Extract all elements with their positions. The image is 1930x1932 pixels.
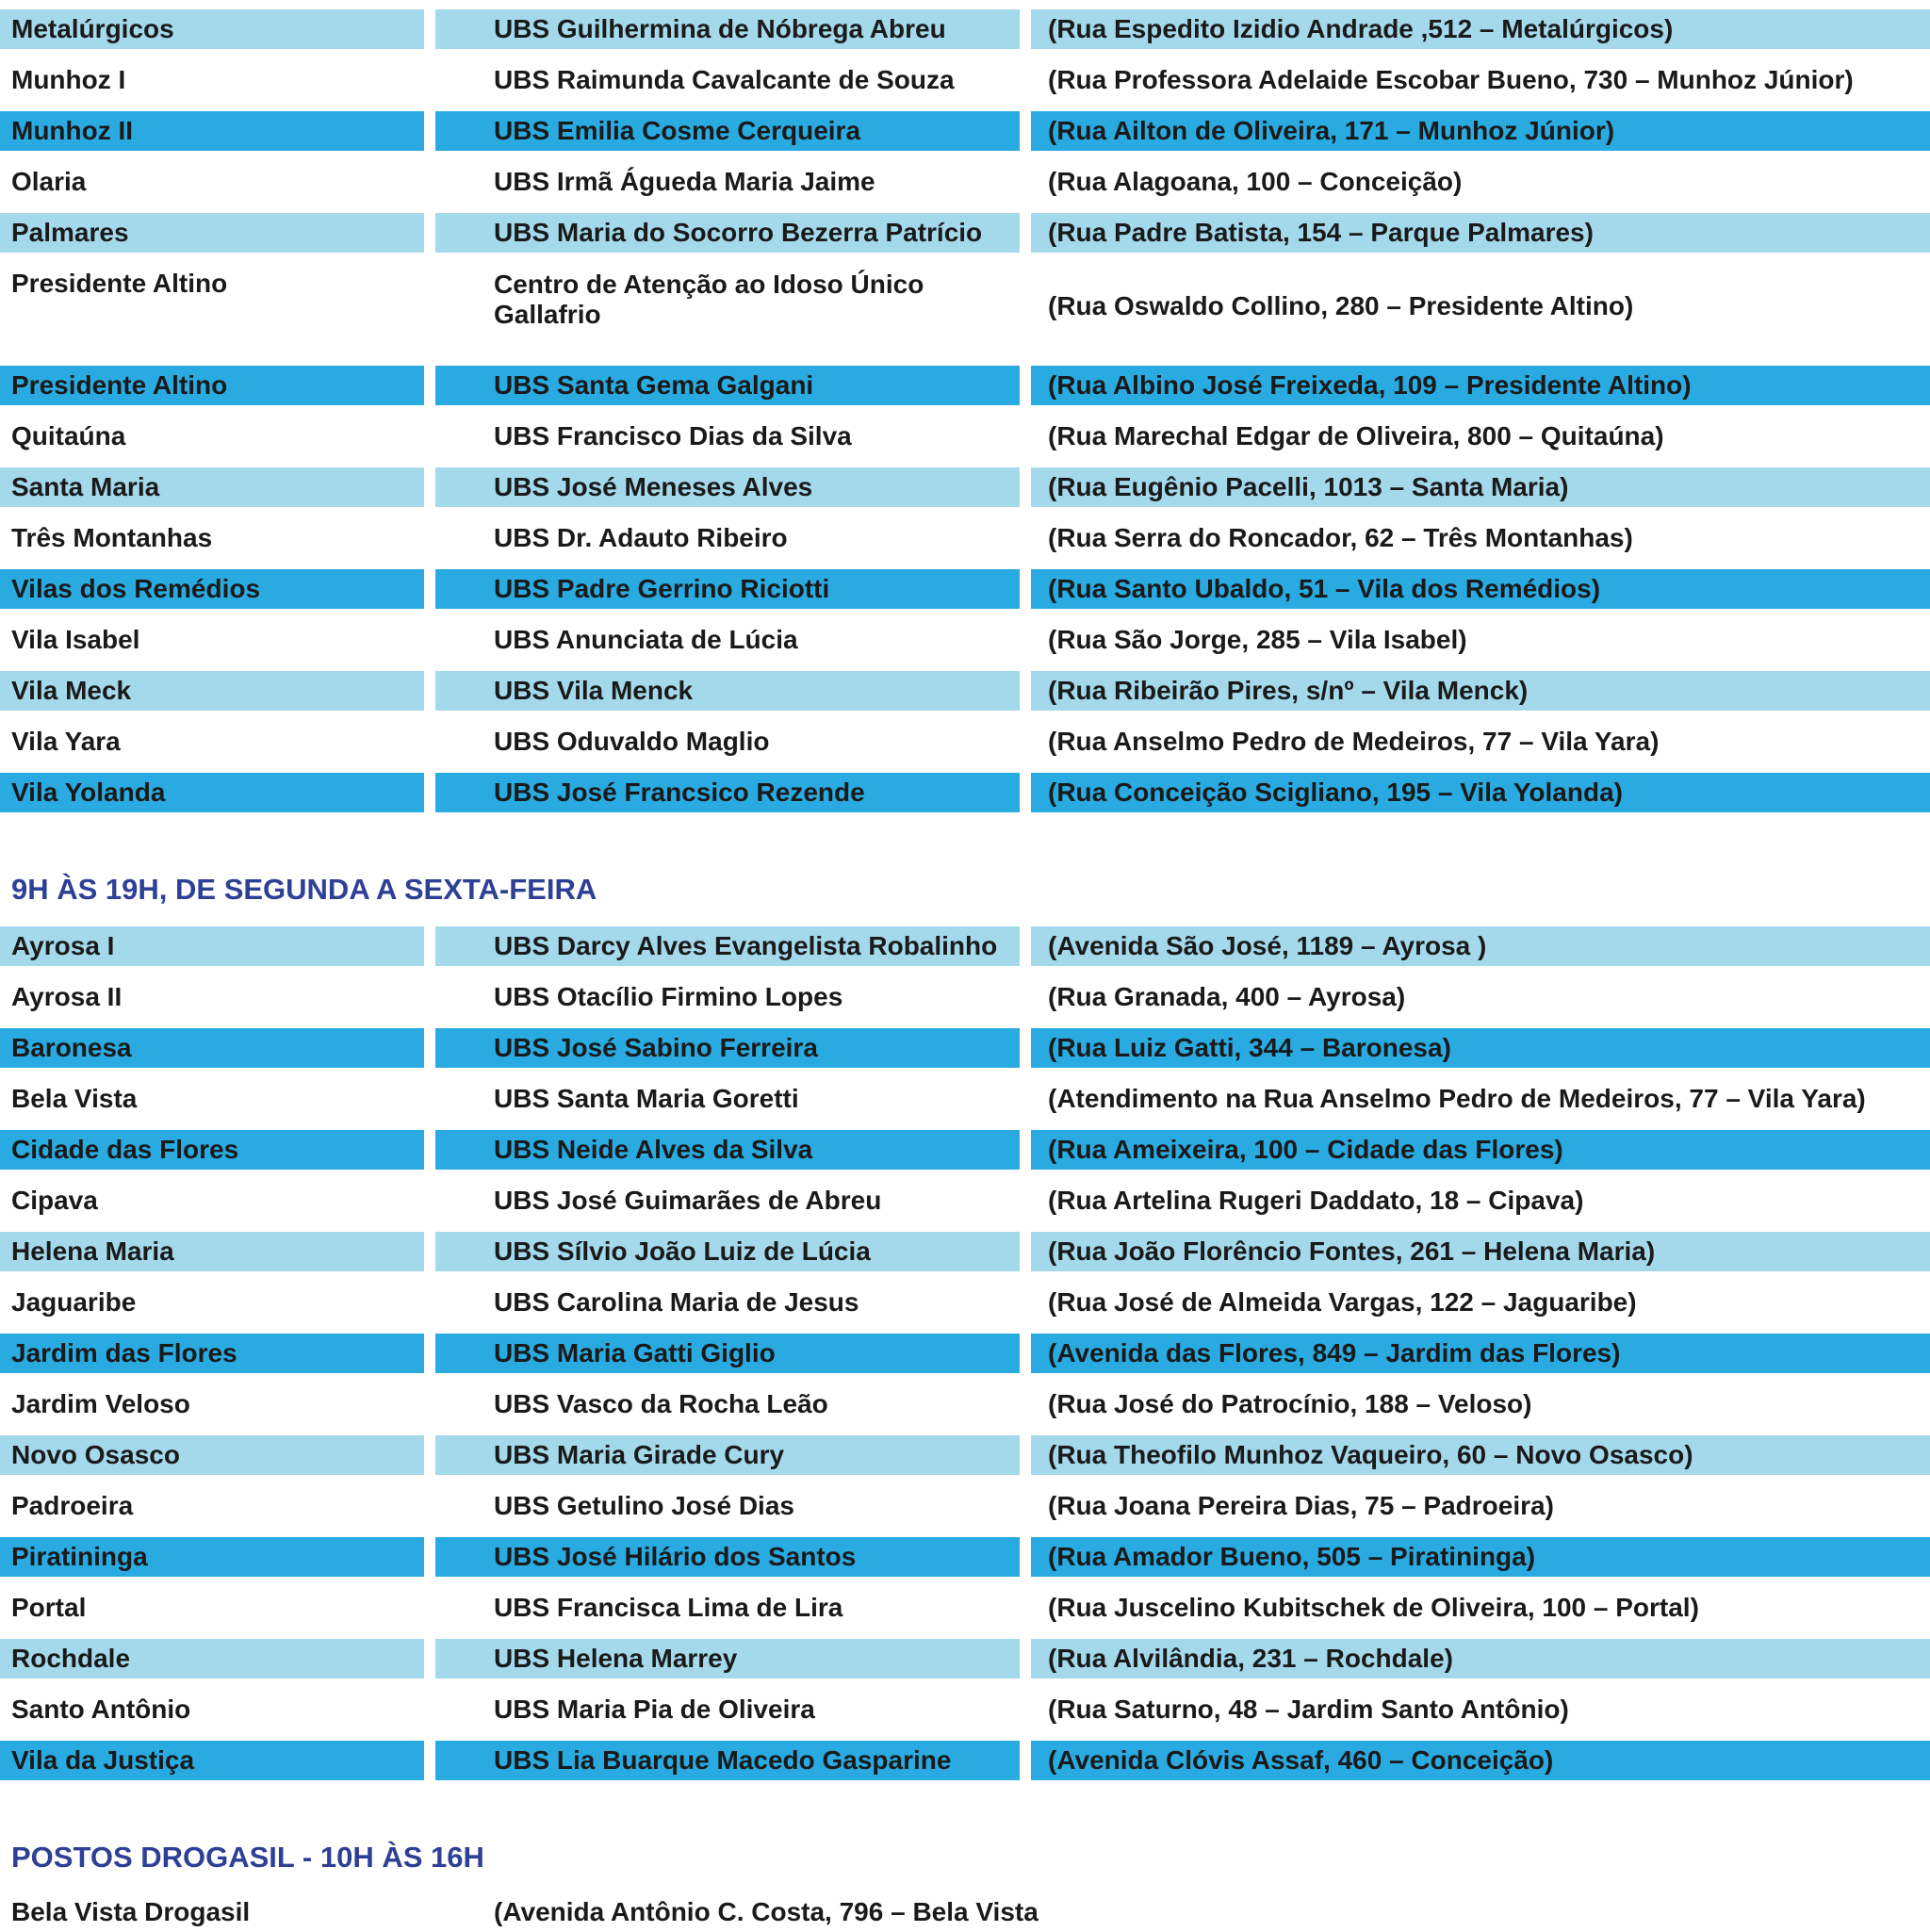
ubs-cell: UBS Neide Alves da Silva bbox=[435, 1130, 1020, 1170]
ubs-cell: UBS Dr. Adauto Ribeiro bbox=[494, 523, 788, 552]
endereco-cell: (Avenida São José, 1189 – Ayrosa ) bbox=[1031, 926, 1930, 966]
ubs-cell: UBS Oduvaldo Maglio bbox=[494, 727, 770, 756]
ubs-cell: UBS Francisca Lima de Lira bbox=[494, 1593, 843, 1622]
ubs-cell: UBS José Francsico Rezende bbox=[435, 773, 1020, 812]
ubs-cell: UBS José Meneses Alves bbox=[435, 467, 1020, 507]
endereco-cell: (Rua Alvilândia, 231 – Rochdale) bbox=[1031, 1639, 1930, 1678]
ubs-cell: Centro de Atenção ao Idoso Único Gallafrio bbox=[494, 270, 924, 329]
bairro-cell: Ayrosa I bbox=[0, 926, 424, 966]
bairro-cell: Jardim das Flores bbox=[0, 1334, 424, 1373]
bairro-cell: Jaguaribe bbox=[11, 1287, 137, 1317]
bairro-cell: Portal bbox=[11, 1593, 87, 1622]
ubs-cell: UBS José Sabino Ferreira bbox=[435, 1028, 1020, 1068]
bairro-cell: Vila Yara bbox=[11, 727, 121, 756]
endereco-cell: (Rua Marechal Edgar de Oliveira, 800 – Quitaúna) bbox=[1048, 421, 1664, 450]
ubs-cell: UBS José Guimarães de Abreu bbox=[494, 1186, 882, 1215]
bairro-cell: Vila Meck bbox=[0, 671, 424, 711]
ubs-cell: UBS Guilhermina de Nóbrega Abreu bbox=[435, 9, 1020, 49]
ubs-cell: UBS Carolina Maria de Jesus bbox=[494, 1287, 859, 1317]
bairro-cell: Munhoz II bbox=[0, 111, 424, 151]
ubs-cell: UBS Vila Menck bbox=[435, 671, 1020, 711]
bairro-cell: Olaria bbox=[11, 167, 87, 196]
bairro-cell: Presidente Altino bbox=[0, 366, 424, 405]
ubs-cell: UBS Maria Girade Cury bbox=[435, 1435, 1020, 1475]
endereco-cell: (Rua Anselmo Pedro de Medeiros, 77 – Vila Yara) bbox=[1048, 727, 1660, 756]
ubs-cell: UBS Otacílio Firmino Lopes bbox=[494, 982, 843, 1011]
endereco-cell: (Rua Amador Bueno, 505 – Piratininga) bbox=[1031, 1537, 1930, 1577]
ubs-cell: UBS Santa Maria Goretti bbox=[494, 1084, 799, 1113]
bairro-cell: Três Montanhas bbox=[11, 523, 213, 552]
endereco-cell: (Rua Theofilo Munhoz Vaqueiro, 60 – Novo Osasco) bbox=[1031, 1435, 1930, 1475]
endereco-cell: (Rua José de Almeida Vargas, 122 – Jaguaribe) bbox=[1048, 1287, 1637, 1317]
ubs-cell: UBS Getulino José Dias bbox=[494, 1491, 794, 1520]
ubs-cell: UBS Anunciata de Lúcia bbox=[494, 625, 798, 654]
bairro-cell: Presidente Altino bbox=[11, 269, 228, 298]
bairro-cell: Ayrosa II bbox=[11, 982, 123, 1011]
endereco-cell: (Rua Ailton de Oliveira, 171 – Munhoz Júnior) bbox=[1031, 111, 1930, 151]
section-heading-weekday-hours: 9H ÀS 19H, DE SEGUNDA A SEXTA-FEIRA bbox=[11, 873, 597, 906]
bairro-cell: Bela Vista bbox=[11, 1084, 138, 1113]
posto-name-cell: Bela Vista Drogasil bbox=[11, 1897, 251, 1926]
endereco-cell: (Rua Albino José Freixeda, 109 – Presidente Altino) bbox=[1031, 366, 1930, 405]
endereco-cell: (Avenida Antônio C. Costa, 796 – Bela Vista bbox=[494, 1897, 1039, 1926]
endereco-cell: (Avenida das Flores, 849 – Jardim das Flores) bbox=[1031, 1334, 1930, 1373]
endereco-cell: (Rua Santo Ubaldo, 51 – Vila dos Remédios) bbox=[1031, 569, 1930, 609]
endereco-cell: (Rua Oswaldo Collino, 280 – Presidente Altino) bbox=[1048, 291, 1634, 320]
ubs-cell: UBS Maria Gatti Giglio bbox=[435, 1334, 1020, 1373]
ubs-cell: UBS Lia Buarque Macedo Gasparine bbox=[435, 1741, 1020, 1780]
bairro-cell: Padroeira bbox=[11, 1491, 134, 1520]
bairro-cell: Rochdale bbox=[0, 1639, 424, 1678]
ubs-cell: UBS Vasco da Rocha Leão bbox=[494, 1389, 828, 1418]
ubs-cell: UBS Maria Pia de Oliveira bbox=[494, 1695, 815, 1724]
ubs-cell: UBS José Hilário dos Santos bbox=[435, 1537, 1020, 1577]
ubs-cell: UBS Helena Marrey bbox=[435, 1639, 1020, 1678]
bairro-cell: Santa Maria bbox=[0, 467, 424, 507]
endereco-cell: (Rua Luiz Gatti, 344 – Baronesa) bbox=[1031, 1028, 1930, 1068]
endereco-cell: (Rua Ameixeira, 100 – Cidade das Flores) bbox=[1031, 1130, 1930, 1170]
bairro-cell: Piratininga bbox=[0, 1537, 424, 1577]
ubs-cell: UBS Emilia Cosme Cerqueira bbox=[435, 111, 1020, 151]
endereco-cell: (Avenida Clóvis Assaf, 460 – Conceição) bbox=[1031, 1741, 1930, 1780]
endereco-cell: (Rua Alagoana, 100 – Conceição) bbox=[1048, 167, 1463, 196]
endereco-cell: (Rua Conceição Scigliano, 195 – Vila Yolanda) bbox=[1031, 773, 1930, 812]
bairro-cell: Baronesa bbox=[0, 1028, 424, 1068]
bairro-cell: Novo Osasco bbox=[0, 1435, 424, 1475]
ubs-cell: UBS Santa Gema Galgani bbox=[435, 366, 1020, 405]
bairro-cell: Santo Antônio bbox=[11, 1695, 191, 1724]
ubs-cell: UBS Francisco Dias da Silva bbox=[494, 421, 852, 450]
endereco-cell: (Rua João Florêncio Fontes, 261 – Helena Maria) bbox=[1031, 1232, 1930, 1271]
endereco-cell: (Rua Saturno, 48 – Jardim Santo Antônio) bbox=[1048, 1695, 1569, 1724]
bairro-cell: Cipava bbox=[11, 1186, 98, 1215]
endereco-cell: (Rua Professora Adelaide Escobar Bueno, 730 – Munhoz Júnior) bbox=[1048, 65, 1854, 94]
ubs-cell: UBS Irmã Águeda Maria Jaime bbox=[494, 167, 875, 196]
ubs-cell: UBS Darcy Alves Evangelista Robalinho bbox=[435, 926, 1020, 966]
bairro-cell: Vila da Justiça bbox=[0, 1741, 424, 1780]
bairro-cell: Quitaúna bbox=[11, 421, 126, 450]
ubs-cell: UBS Maria do Socorro Bezerra Patrício bbox=[435, 213, 1020, 253]
bairro-cell: Metalúrgicos bbox=[0, 9, 424, 49]
bairro-cell: Vila Yolanda bbox=[0, 773, 424, 812]
endereco-cell: (Rua Eugênio Pacelli, 1013 – Santa Maria) bbox=[1031, 467, 1930, 507]
bairro-cell: Helena Maria bbox=[0, 1232, 424, 1271]
endereco-cell: (Rua Serra do Roncador, 62 – Três Montanhas) bbox=[1048, 523, 1633, 552]
ubs-cell: UBS Sílvio João Luiz de Lúcia bbox=[435, 1232, 1020, 1271]
ubs-cell: UBS Raimunda Cavalcante de Souza bbox=[494, 65, 955, 94]
bairro-cell: Vilas dos Remédios bbox=[0, 569, 424, 609]
ubs-cell: UBS Padre Gerrino Riciotti bbox=[435, 569, 1020, 609]
endereco-cell: (Atendimento na Rua Anselmo Pedro de Medeiros, 77 – Vila Yara) bbox=[1048, 1084, 1866, 1113]
endereco-cell: (Rua Ribeirão Pires, s/nº – Vila Menck) bbox=[1031, 671, 1930, 711]
endereco-cell: (Rua Espedito Izidio Andrade ,512 – Metalúrgicos) bbox=[1031, 9, 1930, 49]
section-heading-drogasil: POSTOS DROGASIL - 10H ÀS 16H bbox=[11, 1841, 484, 1874]
endereco-cell: (Rua Artelina Rugeri Daddato, 18 – Cipava) bbox=[1048, 1186, 1584, 1215]
endereco-cell: (Rua Padre Batista, 154 – Parque Palmares) bbox=[1031, 213, 1930, 253]
bairro-cell: Palmares bbox=[0, 213, 424, 253]
endereco-cell: (Rua São Jorge, 285 – Vila Isabel) bbox=[1048, 625, 1467, 654]
bairro-cell: Vila Isabel bbox=[11, 625, 140, 654]
bairro-cell: Munhoz I bbox=[11, 65, 126, 94]
endereco-cell: (Rua Juscelino Kubitschek de Oliveira, 100 – Portal) bbox=[1048, 1593, 1699, 1622]
endereco-cell: (Rua José do Patrocínio, 188 – Veloso) bbox=[1048, 1389, 1532, 1418]
bairro-cell: Jardim Veloso bbox=[11, 1389, 190, 1418]
bairro-cell: Cidade das Flores bbox=[0, 1130, 424, 1170]
endereco-cell: (Rua Joana Pereira Dias, 75 – Padroeira) bbox=[1048, 1491, 1554, 1520]
endereco-cell: (Rua Granada, 400 – Ayrosa) bbox=[1048, 982, 1406, 1011]
